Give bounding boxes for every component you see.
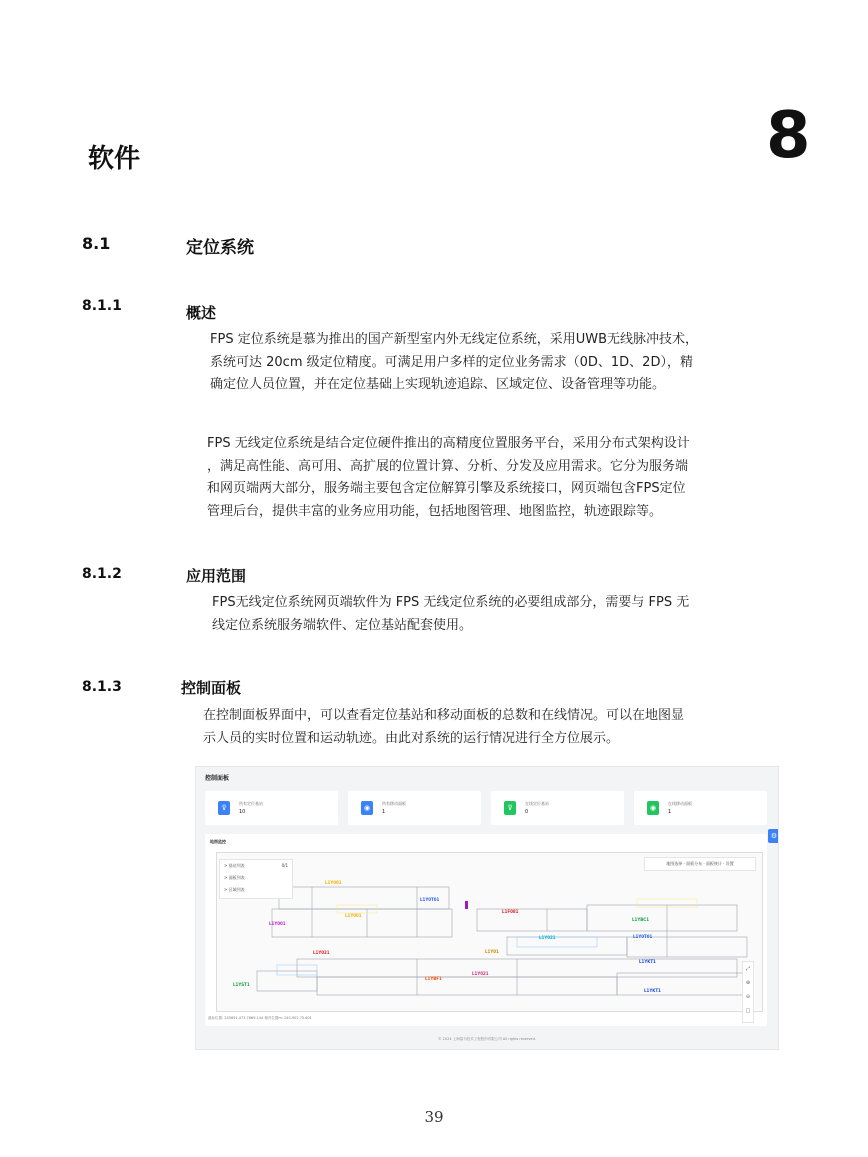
map-area-label: L1Y001: [325, 880, 342, 885]
map-area-label: L1Y021: [313, 950, 330, 955]
text-line: 确定位人员位置，并在定位基础上实现轨迹追踪、区域定位、设备管理等功能。: [210, 377, 666, 392]
section-title: 定位系统: [186, 238, 254, 258]
section-number: 8.1: [82, 234, 111, 253]
map-area-label: L1YKT1: [639, 959, 656, 964]
stat-card: [205, 791, 338, 825]
tree-item-label: 区域列表: [228, 887, 245, 892]
map-area-label: L1YST1: [233, 982, 250, 987]
tree-count: 0/1: [281, 863, 288, 868]
stat-card: [348, 791, 481, 825]
card-value: 0: [525, 809, 529, 815]
text-line: 管理后台，提供丰富的业务应用功能，包括地图管理、地图监控，轨迹跟踪等。: [207, 503, 663, 519]
page-number: 39: [424, 1108, 444, 1126]
subsection-title: 控制面板: [181, 679, 242, 697]
map-area-label: L1Y021: [539, 935, 556, 940]
location-pin-icon: ◉: [361, 801, 373, 815]
text-line: 和网页端两大部分，服务端主要包含定位解算引擎及系统接口，网页端包含FPS定位: [207, 481, 686, 496]
map-side-tools[interactable]: [742, 961, 754, 1023]
subsection-number: 8.1.2: [82, 566, 122, 582]
stat-card: [634, 791, 767, 825]
tree-item[interactable]: > 基站列表 0/1: [220, 860, 292, 872]
map-area-label: L1YKT1: [644, 988, 661, 993]
card-label: 所有定位基站: [239, 801, 263, 806]
paragraph: [203, 705, 684, 750]
mouse-coordinates: 鼠标位置: 245891.473 7669.144 相对位置m: 240.902 75.601: [208, 1016, 312, 1020]
subsection-number: 8.1.1: [82, 298, 122, 314]
zoom-out-icon[interactable]: ⊖: [745, 994, 751, 1000]
zoom-in-icon[interactable]: ⊕: [745, 980, 751, 986]
text-line: 在控制面板界面中，可以查看定位基站和移动面板的总数和在线情况。可以在地图显: [203, 708, 685, 723]
text-line: FPS 无线定位系统是结合定位硬件推出的高精度位置服务平台，采用分布式架构设计: [207, 436, 690, 451]
floor-plan-drawing: [217, 853, 762, 1011]
tree-item-label: 面板列表: [228, 875, 245, 880]
device-tree[interactable]: [219, 859, 293, 899]
map-area-label: L1Y01: [485, 949, 499, 954]
subsection-title: 概述: [186, 304, 217, 322]
chapter-number: 8: [766, 99, 811, 173]
card-value: 10: [239, 809, 246, 815]
text-line: 示人员的实时位置和运动轨迹。由此对系统的运行情况进行全方位展示。: [203, 730, 620, 746]
floor-map: [216, 852, 763, 1012]
stat-card: [491, 791, 624, 825]
map-area-label: L1Y001: [269, 921, 286, 926]
card-value: 1: [668, 809, 672, 815]
text-line: 线定位系统服务端软件、定位基站配套使用。: [212, 617, 473, 633]
map-header: 地图监控: [210, 839, 226, 844]
card-label: 在线移动面板: [668, 801, 692, 806]
paragraph: [212, 592, 689, 637]
map-area-label: L1F081: [502, 909, 519, 914]
card-label: 在线定位基站: [525, 801, 549, 806]
paragraph: [207, 433, 690, 523]
subsection-title: 应用范围: [186, 567, 247, 585]
expand-icon[interactable]: ⤢: [745, 966, 750, 972]
signal-icon: ⊽: [504, 801, 516, 815]
map-panel: [205, 834, 767, 1026]
map-area-label: L1Y0T01: [420, 897, 440, 902]
paragraph: [210, 329, 698, 397]
subsection-number: 8.1.3: [82, 679, 122, 695]
map-area-label: L1YBF1: [425, 976, 442, 981]
map-area-label: L1Y001: [345, 913, 362, 918]
chapter-title: 软件: [88, 144, 141, 174]
map-area-label: L1Y021: [472, 971, 489, 976]
location-pin-icon: ◉: [647, 801, 659, 815]
tree-item[interactable]: > 区域列表: [224, 887, 245, 892]
signal-icon: ⊽: [218, 801, 230, 815]
square-icon[interactable]: □: [745, 1008, 751, 1014]
text-line: FPS无线定位系统网页端软件为 FPS 无线定位系统的必要组成部分，需要与 FPS 无: [212, 595, 690, 610]
card-label: 所有移动面板: [382, 801, 406, 806]
map-toolbar[interactable]: 地图选择 · 面板分布 · 面板统计 · 设置: [644, 857, 756, 871]
tree-item[interactable]: > 面板列表: [224, 875, 245, 880]
text-line: ，满足高性能、高可用、高扩展的位置计算、分析、分发及应用需求。它分为服务端: [207, 458, 689, 474]
text-line: FPS 定位系统是慕为推出的国产新型室内外无线定位系统，采用UWB无线脉冲技术，: [210, 332, 698, 347]
tree-item-label: 基站列表: [228, 863, 245, 868]
dashboard-screenshot: [195, 766, 779, 1050]
card-value: 1: [382, 809, 386, 815]
text-line: 系统可达 20cm 级定位精度。可满足用户多样的定位业务需求（0D、1D、2D），精: [210, 354, 693, 370]
map-area-label: L1YBC1: [632, 917, 649, 922]
copyright-footer: © 2024 上海慕为技术工程股份有限公司 All rights reserved.: [438, 1037, 536, 1041]
dashboard-title: 控制面板: [205, 775, 230, 782]
map-area-label: L1Y0T01: [633, 934, 653, 939]
gear-icon: ⚙: [768, 829, 779, 843]
